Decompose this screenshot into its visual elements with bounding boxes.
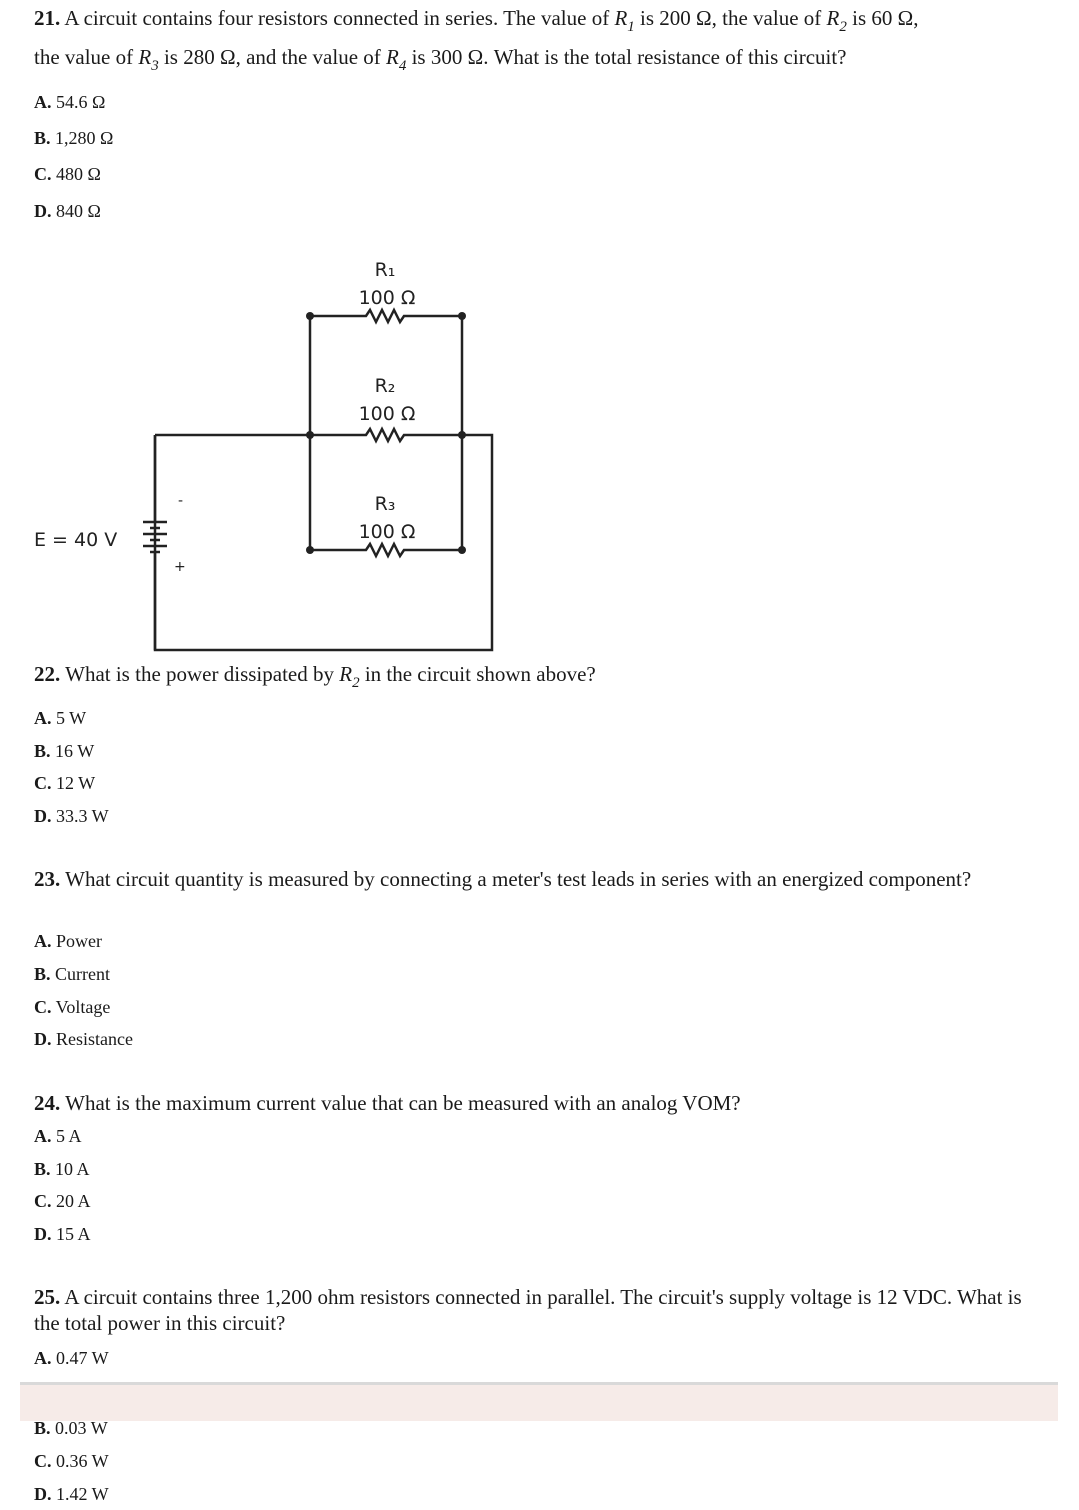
option-21-b[interactable]: B. 1,280 Ω [34,128,114,148]
question-21-line-1: 21. A circuit contains four resistors connected in series. The value of $R_1$ is 200 Ω, the value of $R_2$ is 60 Ω, [34,6,919,35]
question-number: 23. [34,867,61,891]
junction-dot [458,312,466,320]
option-22-c[interactable]: C. 12 W [34,773,96,793]
question-22: 22. What is the power dissipated by $R_2$ in the circuit shown above? [34,662,596,691]
option-21-c[interactable]: C. 480 Ω [34,164,101,184]
r1-value: 100 Ω [358,287,416,309]
resistor-r1-symbol [310,310,462,322]
r3-name: R₃ [374,493,396,515]
option-23-c[interactable]: C. Voltage [34,997,111,1017]
question-21 [34,0,1054,78]
r1-name: R₁ [374,259,396,281]
source-label: E = 40 V [34,529,118,551]
r2-name: R₂ [374,375,396,397]
question-24: 24. What is the maximum current value that can be measured with an analog VOM? [34,1091,741,1115]
option-23-b[interactable]: B. Current [34,964,110,984]
wire-outer [155,435,492,650]
r3-value: 100 Ω [358,521,416,543]
question-number: 24. [34,1091,61,1115]
option-23-d[interactable]: D. Resistance [34,1029,133,1049]
minus-sign: - [178,493,184,509]
question-25: 25. A circuit contains three 1,200 ohm resistors connected in parallel. The circuit's supply voltage is 12 VDC. What is the total power in this circuit? [34,1285,1022,1335]
option-25-d[interactable]: D. 1.42 W [34,1484,109,1504]
junction-dot [458,431,466,439]
option-24-b[interactable]: B. 10 A [34,1159,90,1179]
option-24-c[interactable]: C. 20 A [34,1191,91,1211]
question-23: 23. What circuit quantity is measured by connecting a meter's test leads in series with an energized component? [34,867,972,891]
plus-sign: + [174,559,186,575]
junction-dot [458,546,466,554]
option-24-a[interactable]: A. 5 A [34,1126,82,1146]
resistor-r2-symbol [310,429,462,441]
question-21-line-2: the value of $R_3$ is 280 Ω, and the value of $R_4$ is 300 Ω. What is the total resistance of this circuit? [34,45,847,74]
junction-dot [306,546,314,554]
option-21-a[interactable]: A. 54.6 Ω [34,92,106,112]
resistor-r3-symbol [310,544,462,556]
question-number: 22. [34,662,61,686]
option-22-d[interactable]: D. 33.3 W [34,806,109,826]
question-number: 21. [34,6,61,30]
circuit-diagram [0,240,520,660]
battery-symbol [143,522,167,650]
option-25-c[interactable]: C. 0.36 W [34,1451,109,1471]
r2-value: 100 Ω [358,403,416,425]
question-number: 25. [34,1285,61,1309]
option-22-a[interactable]: A. 5 W [34,708,87,728]
junction-dot [306,431,314,439]
option-22-b[interactable]: B. 16 W [34,741,95,761]
option-21-d[interactable]: D. 840 Ω [34,201,101,221]
option-23-a[interactable]: A. Power [34,931,102,951]
option-24-d[interactable]: D. 15 A [34,1224,91,1244]
option-25-a[interactable]: A. 0.47 W [34,1348,109,1368]
option-25-b[interactable]: B. 0.03 W [34,1418,108,1438]
junction-dot [306,312,314,320]
page-break-band [20,1382,1058,1421]
